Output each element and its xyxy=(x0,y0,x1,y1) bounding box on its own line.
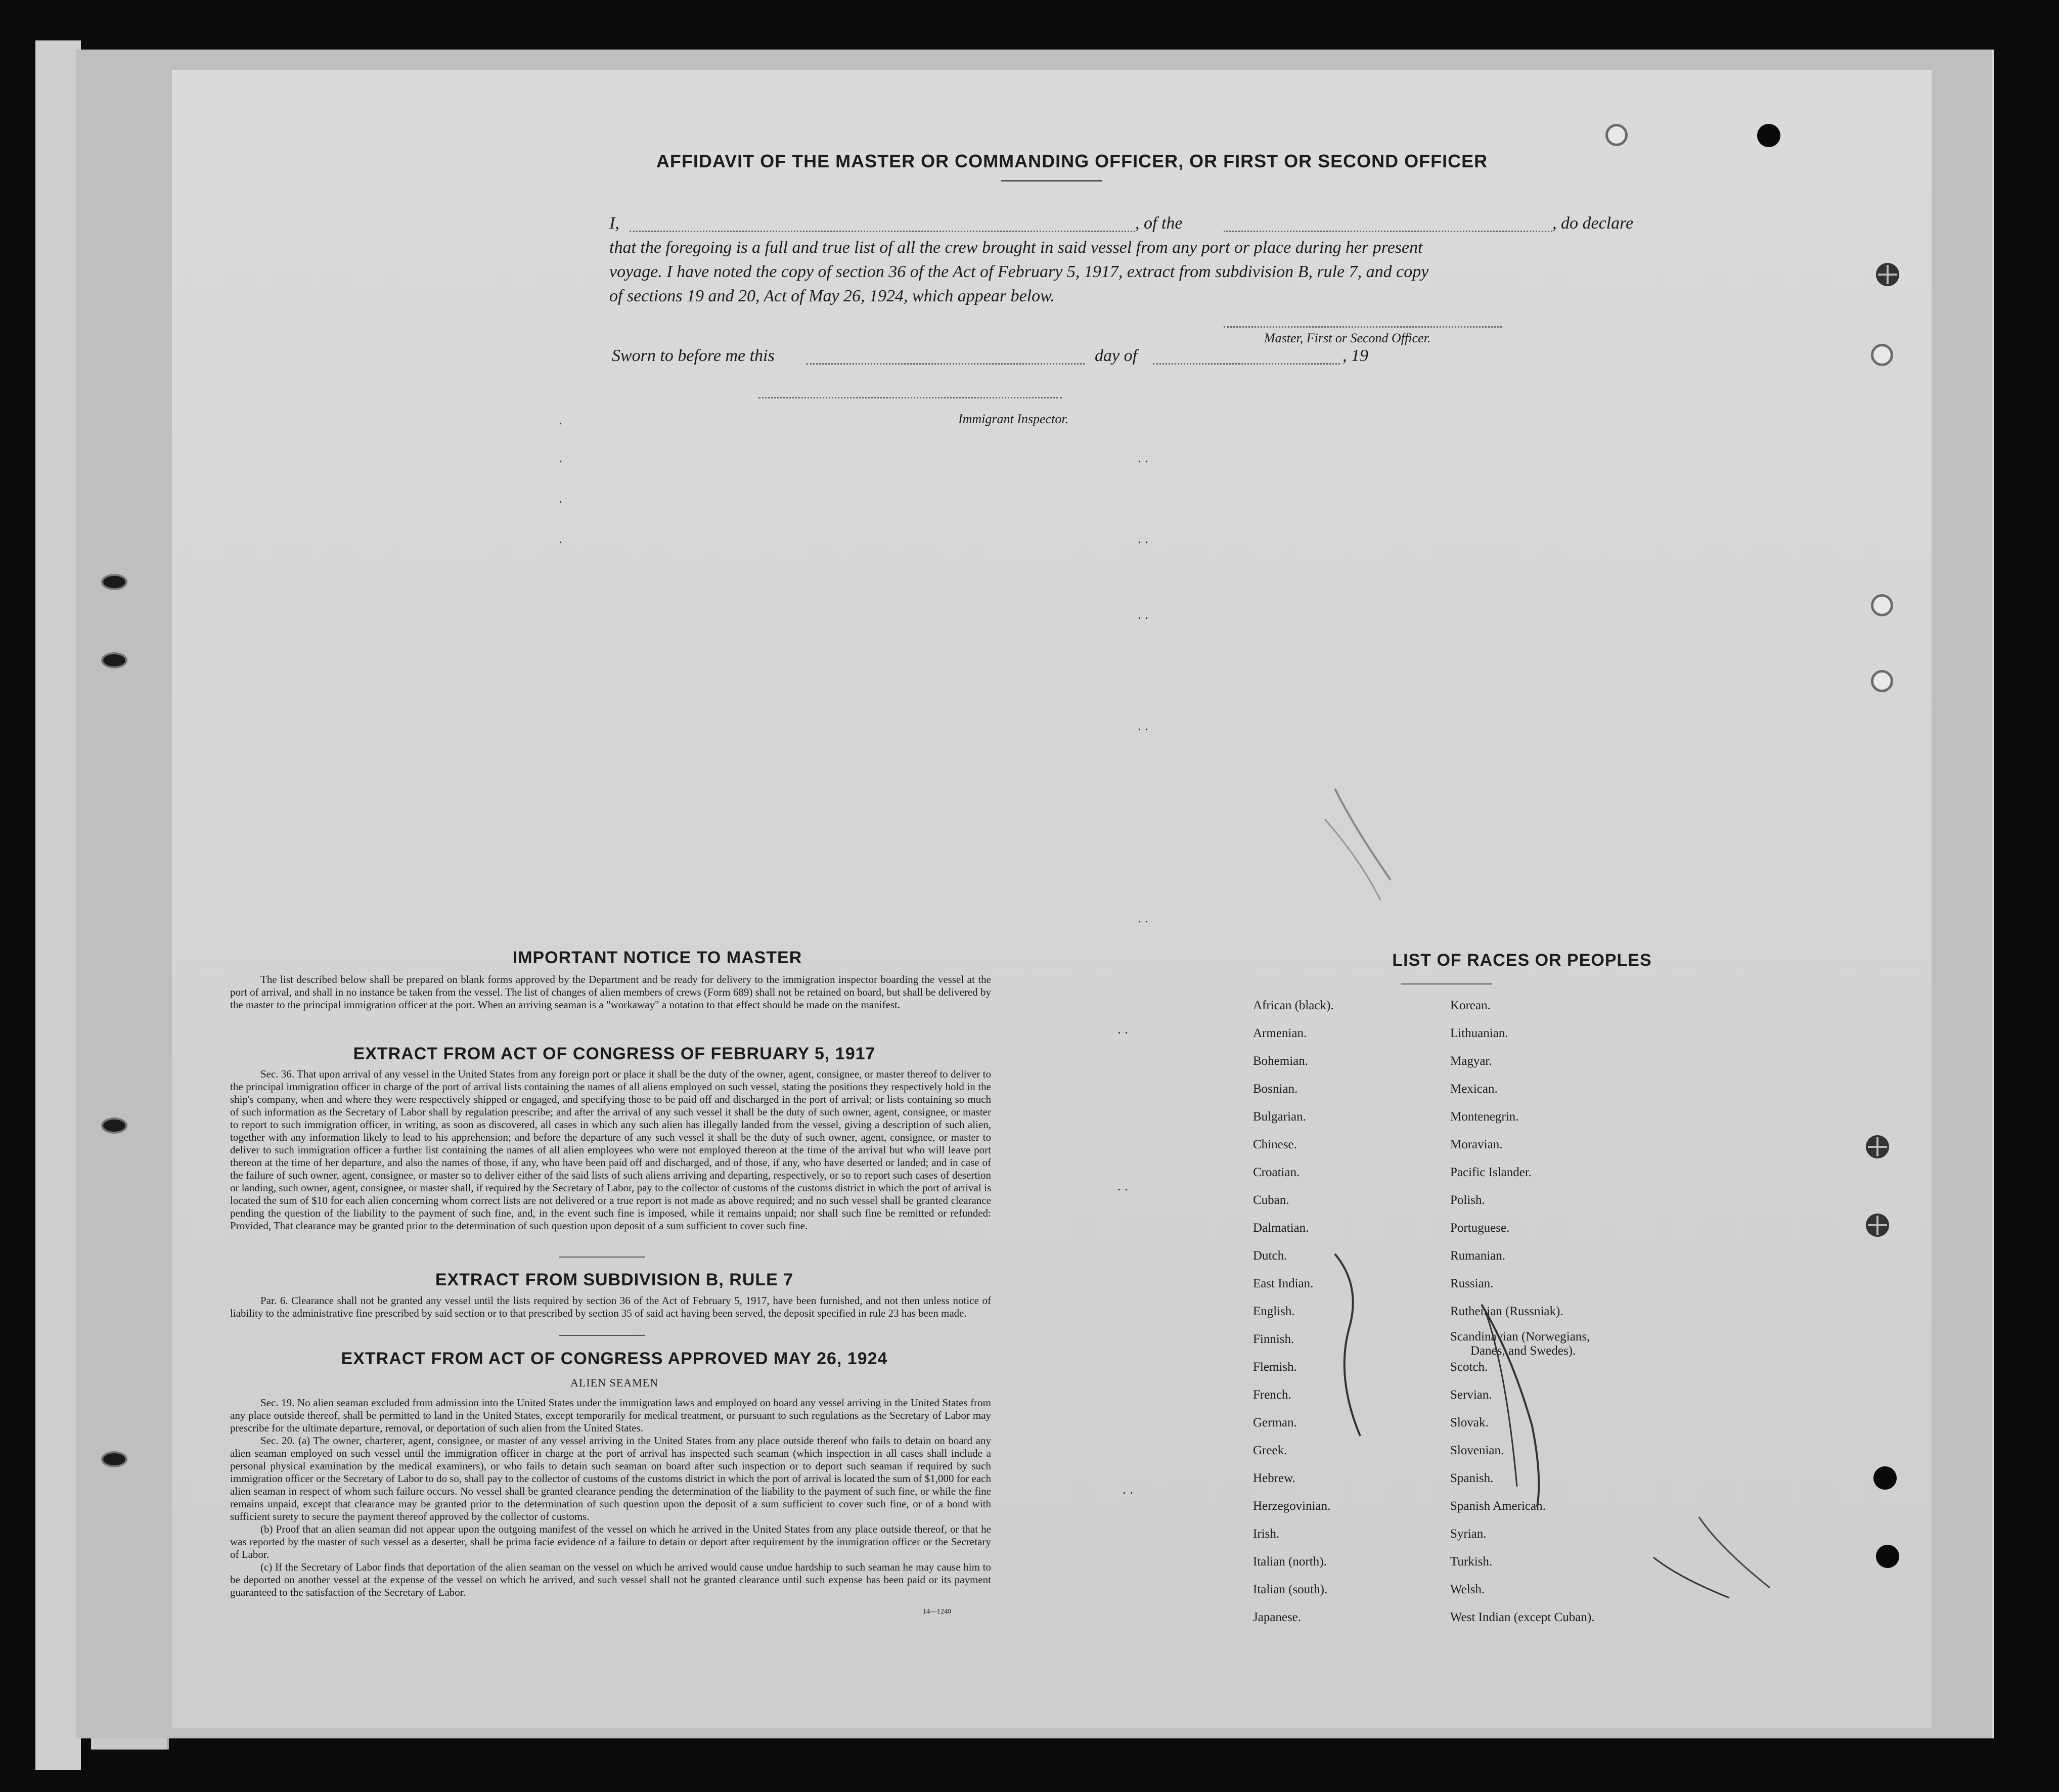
race-item: Bulgarian. xyxy=(1253,1110,1306,1124)
sworn-year: , 19 xyxy=(1342,346,1368,365)
declaration-line-3: voyage. I have noted the copy of section 36 of the Act of February 5, 1917, extract from subdivision B, rule 7, and copy xyxy=(609,262,1429,281)
race-item: Ruthenian (Russniak). xyxy=(1450,1305,1563,1318)
binder-ring-hole xyxy=(101,574,127,590)
race-item: Bosnian. xyxy=(1253,1082,1298,1096)
inspector-label: Immigrant Inspector. xyxy=(958,412,1069,426)
race-item: Italian (south). xyxy=(1253,1583,1328,1596)
race-item: Mexican. xyxy=(1450,1082,1498,1096)
race-item: Moravian. xyxy=(1450,1138,1503,1151)
race-item: West Indian (except Cuban). xyxy=(1450,1610,1595,1624)
race-item: Spanish. xyxy=(1450,1471,1494,1485)
extract-1924-title: EXTRACT FROM ACT OF CONGRESS APPROVED MAY 26, 1924 xyxy=(341,1349,888,1368)
sworn-line xyxy=(612,344,1368,369)
stray-mark: . xyxy=(559,450,562,466)
declare-i: I, xyxy=(609,214,619,233)
binder-ring-hole xyxy=(101,1117,127,1134)
punch-hole xyxy=(1871,594,1893,616)
race-item: Hebrew. xyxy=(1253,1471,1295,1485)
race-item: Irish. xyxy=(1253,1527,1280,1541)
punch-hole xyxy=(1605,124,1628,146)
race-item: East Indian. xyxy=(1253,1277,1314,1290)
extract-1917-title: EXTRACT FROM ACT OF CONGRESS OF FEBRUARY 5, 1917 xyxy=(353,1044,876,1063)
sec-19-text: Sec. 19. No alien seaman excluded from admission into the United States under the immigration laws and employed on board any vessel arriving in the United States from any place outside thereof, shall be permitted to land in the United States, except temporarily for medical treatment, or pursuant to such regulations as the Secretary of Labor may prescribe for the ultimate departure, removal, or deportation of such alien from the United States. xyxy=(230,1397,991,1434)
race-item: Montenegrin. xyxy=(1450,1110,1519,1124)
race-item: French. xyxy=(1253,1388,1291,1402)
sworn-day-line[interactable] xyxy=(807,363,1085,365)
declaration-line-4: of sections 19 and 20, Act of May 26, 1924, which appear below. xyxy=(609,287,1055,305)
race-item: Korean. xyxy=(1450,999,1491,1012)
declaration-line-2: that the foregoing is a full and true list of all the crew brought in said vessel from any port or place during her present xyxy=(609,238,1423,257)
stray-mark: . . xyxy=(1138,607,1148,622)
race-item: Armenian. xyxy=(1253,1026,1307,1040)
punch-hole xyxy=(1871,670,1893,692)
race-item-continued: Danes, and Swedes). xyxy=(1470,1344,1576,1358)
notice-text: The list described below shall be prepared on blank forms approved by the Department and be ready for delivery to the immigration inspector boarding the vessel at the port of arrival, and shall in no instance be taken from the vessel. The list of changes of alien members of crews (Form 689) shall not be retained on board, but shall be delivered by the master to the principal immigration officer at the port. When an arriving seaman is a "workaway" a notation to that effect should be made on the manifest. xyxy=(230,973,991,1011)
race-item: African (black). xyxy=(1253,999,1334,1012)
stray-mark: . . xyxy=(1138,718,1148,734)
sworn-month-line[interactable] xyxy=(1153,363,1340,365)
race-item: Servian. xyxy=(1450,1388,1492,1402)
race-item: Welsh. xyxy=(1450,1583,1485,1596)
sec-20a-text: Sec. 20. (a) The owner, charterer, agent, consignee, or master of any vessel arriving in the United States from any place outside thereof who fails to detain on board any alien seaman employed on such vessel until the immigration officer in charge at the port of arrival has inspected such seaman (which inspection in all cases shall include a personal physical examination by the medical examiners), or who fails to detain such seaman on board after such inspection or to deport such seaman if required by such immigration officer or the Secretary of Labor to do so, shall pay to the collector of customs of the customs district in which the port of arrival is located the sum of $1,000 for each alien seaman in respect of whom such failure occurs. No vessel shall be granted clearance pending the determination of the liability to the payment of such fine, or while the fine remains unpaid, except that clearance may be granted prior to the determination of such question upon the deposit of a sum sufficient to cover such fine, or of a bond with sufficient surety to secure the payment thereof approved by the collector of customs. xyxy=(230,1435,991,1522)
race-item: Rumanian. xyxy=(1450,1249,1506,1263)
stray-mark: . xyxy=(559,531,562,547)
vessel-field-line[interactable] xyxy=(1224,231,1552,232)
race-item: Magyar. xyxy=(1450,1054,1492,1068)
stray-mark: . . xyxy=(1123,1482,1133,1497)
inspector-signature-line[interactable] xyxy=(758,397,1062,398)
race-item: English. xyxy=(1253,1305,1295,1318)
race-item: Dalmatian. xyxy=(1253,1221,1309,1235)
stray-mark: . xyxy=(559,412,562,428)
title-rule xyxy=(1001,180,1102,182)
binder-ring-hole xyxy=(101,652,127,668)
master-signature-label: Master, First or Second Officer. xyxy=(1264,331,1431,345)
punch-hole xyxy=(1757,124,1780,147)
affidavit-title: AFFIDAVIT OF THE MASTER OR COMMANDING OFFICER, OR FIRST OR SECOND OFFICER xyxy=(656,151,1488,171)
stray-mark: . . xyxy=(1138,910,1148,926)
race-item: Cuban. xyxy=(1253,1193,1289,1207)
notice-title: IMPORTANT NOTICE TO MASTER xyxy=(512,948,802,967)
punch-hole xyxy=(1876,263,1899,286)
section-rule xyxy=(559,1257,645,1258)
pen-strokes xyxy=(1315,769,1921,1679)
race-item: Dutch. xyxy=(1253,1249,1287,1263)
race-item: Italian (north). xyxy=(1253,1555,1327,1569)
races-title: LIST OF RACES OR PEOPLES xyxy=(1392,951,1652,970)
race-item: Russian. xyxy=(1450,1277,1494,1290)
race-item: Flemish. xyxy=(1253,1360,1297,1374)
race-item: Japanese. xyxy=(1253,1610,1302,1624)
stray-mark: . . xyxy=(1138,450,1148,466)
stray-mark: . xyxy=(559,490,562,506)
race-item: Slovak. xyxy=(1450,1416,1489,1429)
stray-mark: . . xyxy=(1117,1178,1128,1194)
extract-rule7-text: Par. 6. Clearance shall not be granted any vessel until the lists required by section 36 of the Act of February 5, 1917, have been furnished, and not then unless notice of liability to the administrative fine prescribed by said section or to that prescribed by section 35 of said act having been served, the deposit specified in rule 23 has been made. xyxy=(230,1294,991,1319)
sworn-day-of: day of xyxy=(1095,346,1138,365)
stray-mark: . . xyxy=(1117,1021,1128,1037)
race-item: Spanish American. xyxy=(1450,1499,1546,1513)
declare-of-the: , of the xyxy=(1135,214,1183,233)
extract-1924-body xyxy=(230,1397,991,1599)
race-item: Greek. xyxy=(1253,1444,1287,1457)
race-item: Scotch. xyxy=(1450,1360,1488,1374)
binder-spine xyxy=(35,40,81,1770)
affidavit-declaration xyxy=(609,211,1634,308)
race-item: Portuguese. xyxy=(1450,1221,1510,1235)
race-item: Croatian. xyxy=(1253,1166,1300,1179)
race-item: German. xyxy=(1253,1416,1297,1429)
sworn-label: Sworn to before me this xyxy=(612,346,775,365)
race-item: Bohemian. xyxy=(1253,1054,1309,1068)
section-rule xyxy=(559,1335,645,1336)
race-item: Polish. xyxy=(1450,1193,1485,1207)
sec-20c-text: (c) If the Secretary of Labor finds that deportation of the alien seaman on the vessel on which he arrived would cause undue hardship to such seaman he may cause him to be deported on another vessel at the expense of the vessel on which he arrived, and such vessel shall not be granted clearance until such expense has been paid or its payment guaranteed to the satisfaction of the Secretary of Labor. xyxy=(230,1561,991,1598)
race-item: Chinese. xyxy=(1253,1138,1297,1151)
race-item: Scandinavian (Norwegians, xyxy=(1450,1330,1590,1343)
race-item: Pacific Islander. xyxy=(1450,1166,1532,1179)
extract-rule7-title: EXTRACT FROM SUBDIVISION B, RULE 7 xyxy=(435,1270,794,1289)
race-item: Syrian. xyxy=(1450,1527,1487,1541)
punch-hole xyxy=(1871,344,1893,366)
race-item: Lithuanian. xyxy=(1450,1026,1508,1040)
extract-1917-text: Sec. 36. That upon arrival of any vessel in the United States from any foreign port or place it shall be the duty of the owner, agent, consignee, or master thereof to deliver to the principal immigration officer in charge of the port of arrival lists containing the names of all aliens employed on such vessel, stating the positions they respectively hold in the ship's company, when and where they were respectively shipped or engaged, and specifying those to be paid off and discharged in the port of arrival; or lists containing so much of such information as the Secretary of Labor shall by regulation prescribe; and after the arrival of any such vessel it shall be the duty of such owner, agent, consignee, or master to report to such immigration officer, in writing, as soon as discovered, all cases in which any such alien has illegally landed from the vessel, giving a description of such alien, together with any information likely to lead to his apprehension; and before the departure of any such vessel it shall be the duty of such owner, agent, consignee, or master to deliver to such immigration officer a further list containing the names of all alien employees who were not employed thereon at the time of the arrival but who will leave port thereon at the time of her departure, and also the names of those, if any, who have been paid off and discharged, and of those, if any, who have deserted or landed; and in case of the failure of such owner, agent, consignee, or master so to deliver either of the said lists of such aliens arriving and departing, respectively, or so to report such cases of desertion or landing, such owner, agent, consignee, or master shall, if required by the Secretary of Labor, pay to the collector of customs of the customs district in which the port of arrival is located the sum of $10 for each alien concerning whom correct lists are not delivered or a true report is not made as above required; and no such vessel shall be granted clearance pending the question of the liability to the payment of such fine, and, in the event such fine is imposed, while it remains unpaid; nor shall such fine be remitted or refunded: Provided, That clearance may be granted prior to the determination of such question upon deposit of a sum sufficient to cover such fine. xyxy=(230,1068,991,1232)
race-item: Slovenian. xyxy=(1450,1444,1504,1457)
form-number: 14—1240 xyxy=(923,1608,951,1616)
race-item: Turkish. xyxy=(1450,1555,1493,1569)
race-item: Finnish. xyxy=(1253,1332,1294,1346)
race-item: Herzegovinian. xyxy=(1253,1499,1331,1513)
binder-ring-hole xyxy=(101,1451,127,1467)
extract-1924-subtitle: ALIEN SEAMEN xyxy=(570,1376,658,1389)
declare-end: , do declare xyxy=(1552,214,1634,233)
name-field-line[interactable] xyxy=(630,231,1135,232)
sec-20b-text: (b) Proof that an alien seaman did not appear upon the outgoing manifest of the vessel on which he arrived in the United States from any place outside thereof, or that he was reported by the master of such vessel as a deserter, shall be prima facie evidence of a failure to detain or deport after requirement by the immigration officer or the Secretary of Labor. xyxy=(230,1523,991,1560)
stray-mark: . . xyxy=(1138,531,1148,547)
